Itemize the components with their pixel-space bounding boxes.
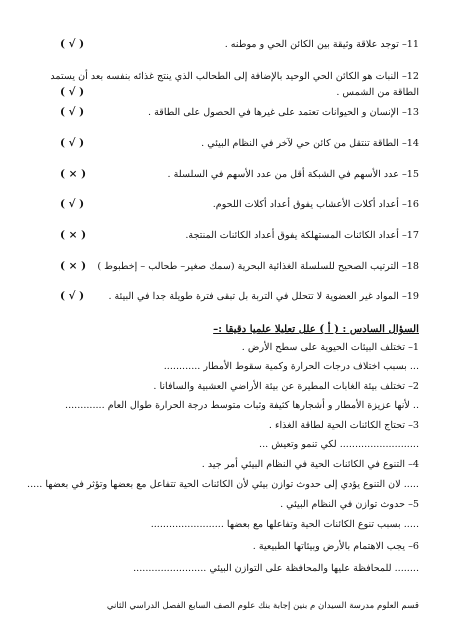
section-heading: السؤال السادس : ( أ ) علل تعليلا علميا دقيقا :–	[213, 323, 419, 335]
tf-mark: ( √ )	[60, 38, 85, 50]
page-footer: قسم العلوم مدرسة السيدان م بنين إجابة بنك علوم الصف السابع الفصل الدراسي الثاني	[106, 601, 419, 611]
tf-mark: ( × )	[60, 260, 87, 272]
tf-item-19	[40, 290, 419, 304]
tf-mark: ( √ )	[60, 137, 85, 149]
tf-mark: ( √ )	[60, 86, 85, 98]
answer: ..... بسبب تنوع الكائنات الحية وتفاعلها مع بعضها ........................	[150, 519, 419, 530]
tf-item-text: 13– الإنسان و الحيوانات تعتمد على غيرها في الحصول على الطاقة .	[148, 107, 419, 118]
tf-item-14	[40, 137, 419, 151]
tf-item-text: 18– الترتيب الصحيح للسلسلة الغذائية البحرية (سمك صغير– طحالب – إخطبوط )	[97, 261, 419, 272]
tf-item-text: 15– عدد الأسهم في الشبكة أقل من عدد الأسهم في السلسلة .	[167, 169, 419, 180]
tf-item-12-cont	[40, 86, 419, 100]
question: 5– حدوث توازن في النظام البيئي .	[280, 499, 419, 510]
answer: ........ للمحافظة عليها والمحافظة على التوازن البيئي ........................	[133, 563, 419, 574]
tf-mark: ( √ )	[60, 106, 85, 118]
tf-item-15	[40, 168, 419, 182]
tf-mark: ( × )	[60, 168, 87, 180]
tf-item-12	[40, 70, 419, 84]
tf-item-text: 19– المواد غير العضوية لا تتحلل في التربة بل تبقى فترة طويلة جدا في البيئة .	[108, 291, 419, 302]
tf-item-text: 14– الطاقة تنتقل من كائن حي لآخر في النظام البيئي .	[201, 138, 419, 149]
question: 6– يجب الاهتمام بالأرض وبيئاتها الطبيعية .	[252, 541, 419, 552]
tf-item-13	[40, 106, 419, 120]
tf-item-text: 12– النبات هو الكائن الحي الوحيد بالإضافة إلى الطحالب الذي ينتج غذائه بنفسه بعد أن يستمد	[50, 71, 419, 82]
tf-item-16	[40, 198, 419, 212]
tf-mark: ( √ )	[60, 290, 85, 302]
tf-item-text: الطاقة من الشمس .	[336, 87, 419, 98]
tf-item-text: 17– أعداد الكائنات المستهلكة يفوق أعداد الكائنات المنتجة.	[185, 230, 419, 241]
question: 2– تختلف بيئة الغابات المطيرة عن بيئة الأراضي العشبية والسافانا .	[153, 381, 419, 392]
answer: ... بسبب اختلاف درجات الحرارة وكمية سقوط الأمطار ............	[163, 361, 419, 372]
tf-item-11	[40, 38, 419, 52]
question: 4– التنوع في الكائنات الحية في النظام البيئي أمر جيد .	[201, 459, 419, 470]
tf-item-18	[40, 260, 419, 274]
tf-item-text: 16– أعداد أكلات الأعشاب يفوق أعداد أكلات اللحوم.	[212, 199, 419, 210]
tf-mark: ( × )	[60, 229, 87, 241]
tf-mark: ( √ )	[60, 198, 85, 210]
answer: .. لأنها عزيزة الأمطار و أشجارها كثيفة وثبات متوسط درجة الحرارة طوال العام .............	[65, 400, 419, 411]
question: 3– تحتاج الكائنات الحية لطاقة الغذاء .	[268, 420, 419, 431]
tf-item-17	[40, 229, 419, 243]
answer: ..... لان التنوع يؤدي إلى حدوث توازن بيئي لأن الكائنات الحية تتفاعل مع بعضها وتؤثر في بعضها .....	[27, 479, 419, 490]
tf-item-text: 11– توجد علاقة وثيقة بين الكائن الحي و موطنه .	[224, 39, 419, 50]
answer: .......................... لكي تنمو وتعيش ...	[259, 439, 419, 450]
question: 1– تختلف البيئات الحيوية على سطح الأرض .	[241, 342, 419, 353]
